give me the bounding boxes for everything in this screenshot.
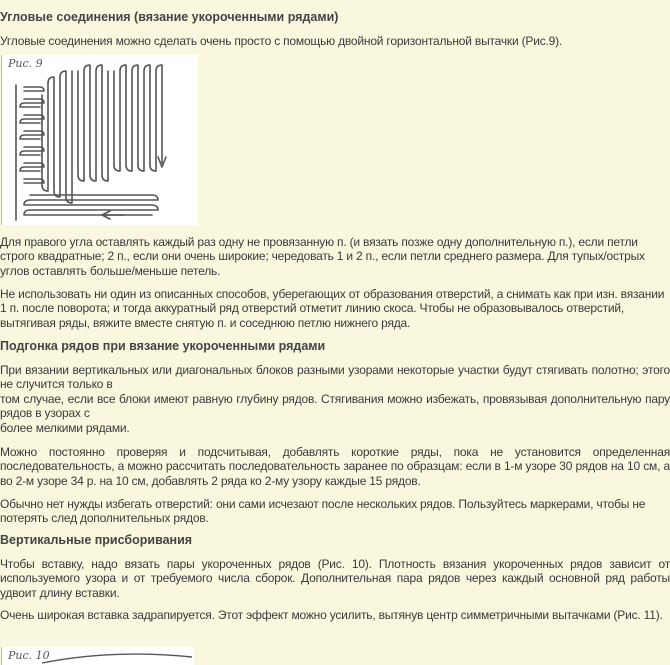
heading-corner-joins: Угловые соединения (вязание укороченными рядами) xyxy=(0,10,339,24)
gathers-text-2: Очень широкая вставка задрапируется. Этот эффект можно усилить, вытянув центр симметричными вытачками (Рис. 11). xyxy=(0,608,663,622)
gathers-paragraph-2 xyxy=(0,608,670,622)
section-corner-joins xyxy=(0,10,670,25)
gathers-text-1: Чтобы вставку, надо вязать пары укороченных рядов (Рис. 10). Плотность вязания укороченных рядов зависит от используемого узора и от требуемого числа сборок. Дополнительная пара рядов через каждый основной ряд работы удвоит длину вставки. xyxy=(0,557,670,600)
fitting-paragraph-2 xyxy=(0,445,670,488)
fitting-paragraph-3 xyxy=(0,497,670,526)
intro-text: Угловые соединения можно сделать очень просто с помощью двойной горизонтальной вытачки (Рис.9). xyxy=(0,34,563,48)
figure-9 xyxy=(1,55,198,225)
intro-paragraph xyxy=(0,34,670,48)
heading-row-fitting: Подгонка рядов при вязание укороченными рядами xyxy=(0,339,326,353)
fitting-paragraph-1 xyxy=(0,363,670,435)
corner-paragraph-2 xyxy=(0,287,670,330)
figure-10-label: Рис. 10 xyxy=(8,649,50,662)
section-row-fitting xyxy=(0,339,670,354)
figure-9-diagram xyxy=(2,55,198,225)
fitting-text-2: Можно постоянно проверяя и подсчитывая, добавлять короткие ряды, пока не установится определенная последовательность, а можно рассчитать последовательность заранее по образцам: если в 1-м узоре 30 рядов на 10 см, а во 2-м узоре 34 р. на 10 см, добавлять 2 ряда ко 2-му узору каждые 15 рядов. xyxy=(0,445,670,488)
fitting-text-1-line-3: более мелкими рядами. xyxy=(0,420,130,435)
fitting-text-1-line-2: том случае, если все блоки имеют равную глубину рядов. Стягивания можно избежать, провязывая дополнительную пару рядов в узорах с xyxy=(0,391,670,421)
corner-paragraph-1 xyxy=(0,235,670,278)
corner-text-2: Не использовать ни один из описанных способов, уберегающих от образования отверстий, а снимать как при изн. вязании 1 п. после поворота; и тогда аккуратный ряд отверстий отметит линию скоса. Чтобы не образовывалось отверстий, вытягивая ряды, вяжите вместе снятую п. и соседнюю петлю нижнего ряда. xyxy=(0,287,665,330)
fitting-text-1-line-1: При вязании вертикальных или диагональных блоков разными узорами некоторые участки будут стягивать полотно; этого не случится только в xyxy=(0,363,670,392)
figure-10-diagram xyxy=(2,647,194,665)
fitting-text-3: Обычно нет нужды избегать отверстий: они сами исчезают после нескольких рядов. Пользуйтесь маркерами, чтобы не потерять след дополнительных рядов. xyxy=(0,497,646,526)
gathers-paragraph-1 xyxy=(0,557,670,600)
figure-9-label: Рис. 9 xyxy=(8,57,43,70)
figure-10 xyxy=(1,647,194,665)
section-vertical-gathers xyxy=(0,533,670,548)
corner-text-1: Для правого угла оставлять каждый раз одну не провязанную п. (и вязать позже одну дополнительную п.), если петли строго квадратные; 2 п., если они очень широкие; чередовать 1 и 2 п., если петли среднего размера. Для тупых/острых углов оставлять больше/меньше петель. xyxy=(0,235,645,278)
heading-vertical-gathers: Вертикальные присборивания xyxy=(0,533,193,547)
